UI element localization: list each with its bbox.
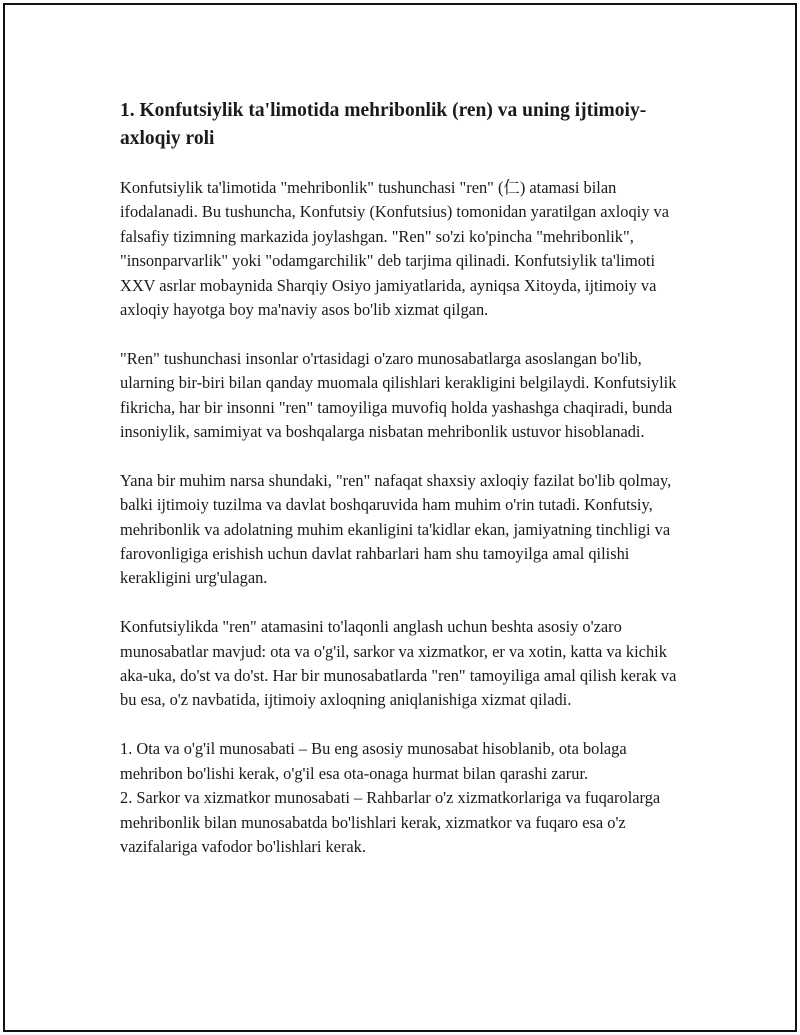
page-frame bbox=[3, 3, 797, 1032]
paragraph-2: "Ren" tushunchasi insonlar o'rtasidagi o'zaro munosabatlarga asoslangan bo'lib, ularning bir-biri bilan qanday muomala qilishlari kerakligini belgilaydi. Konfutsiylik fikricha, har bir insonni "ren" tamoyiliga muvofiq holda yashashga chaqiradi, bunda insoniylik, samimiyat va boshqalarga nisbatan mehribonlik ustuvor hisoblanadi. bbox=[120, 348, 677, 442]
paragraph-1: Konfutsiylik ta'limotida "mehribonlik" tushunchasi "ren" (仁) atamasi bilan ifodalanadi. Bu tushuncha, Konfutsiy (Konfutsius) tomonidan yaratilgan axloqiy va falsafiy tizimning markazida joylashgan. "Ren" so'zi ko'pincha "mehribonlik", "insonparvarlik" yoki "odamgarchilik" deb tarjima qilinadi. Konfutsiylik ta'limoti XXV asrlar mobaynida Sharqiy Osiyo jamiyatlarida, ayniqsa Xitoyda, ijtimoiy va axloqiy hayotga boy ma'naviy asos bo'lib xizmat qilgan. bbox=[120, 178, 669, 320]
document-body bbox=[120, 97, 692, 859]
document-title: 1. Konfutsiylik ta'limotida mehribonlik (ren) va uning ijtimoiy-axloqiy roli bbox=[120, 100, 647, 149]
list-item-2: 2. Sarkor va xizmatkor munosabati – Rahbarlar o'z xizmatkorlariga va fuqarolarga mehribonlik bilan munosabatda bo'lishlari kerak, xizmatkor va fuqaro esa o'z vazifalariga vafodor bo'lishlari kerak. bbox=[120, 788, 661, 856]
paragraph-3: Yana bir muhim narsa shundaki, "ren" nafaqat shaxsiy axloqiy fazilat bo'lib qolmay, balki ijtimoiy tuzilma va davlat boshqaruvida ham muhim o'rin tutadi. Konfutsiy, mehribonlik va adolatning muhim ekanligini ta'kidlar ekan, jamiyatning tinchligi va farovonligiga erishish uchun davlat rahbarlari ham shu tamoyilga amal qilishi kerakligini urg'ulagan. bbox=[120, 470, 672, 588]
relationship-list bbox=[120, 737, 692, 859]
paragraph-4: Konfutsiylikda "ren" atamasini to'laqonli anglash uchun beshta asosiy o'zaro munosabatlar mavjud: ota va o'g'il, sarkor va xizmatkor, er va xotin, katta va kichik aka-uka, do'st va do'st. Har bir munosabatlarda "ren" tamoyiliga amal qilish kerak va bu esa, o'z navbatida, ijtimoiy axloqning aniqlanishiga xizmat qiladi. bbox=[120, 617, 677, 710]
list-item-1: 1. Ota va o'g'il munosabati – Bu eng asosiy munosabat hisoblanib, ota bolaga mehribon bo'lishi kerak, o'g'il esa ota-onaga hurmat bilan qarashi zarur. bbox=[120, 739, 627, 783]
